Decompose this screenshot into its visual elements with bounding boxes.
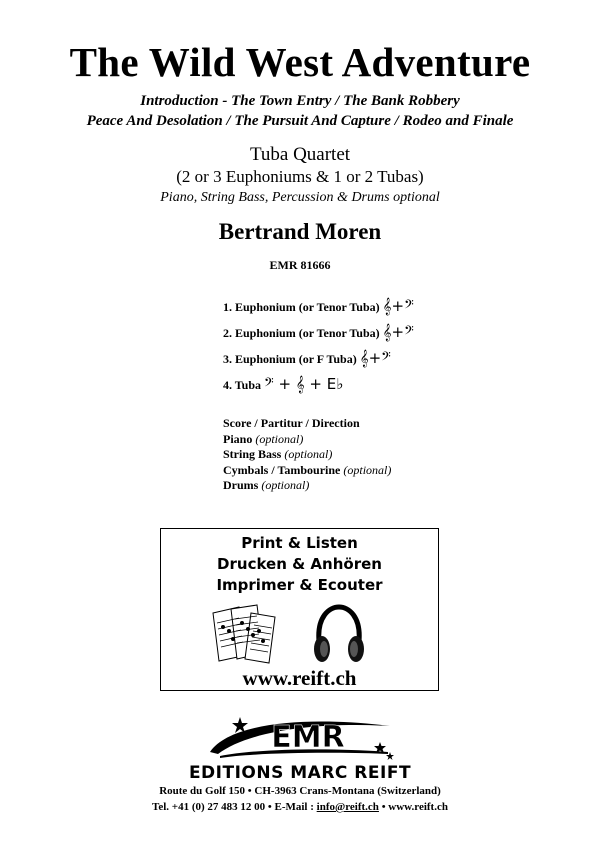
- instrumentation-detail: (2 or 3 Euphoniums & 1 or 2 Tubas): [176, 167, 424, 186]
- clef-icon: 𝄢 + 𝄞 + E♭: [264, 375, 344, 393]
- part-label: 1. Euphonium (or Tenor Tuba): [223, 300, 380, 314]
- part-label: 3. Euphonium (or F Tuba): [223, 352, 357, 366]
- publisher-name: EDITIONS MARC REIFT: [188, 763, 412, 783]
- emr-logo: [200, 712, 400, 764]
- list-item: String Bass (optional): [223, 447, 333, 461]
- footer-contact: Tel. +41 (0) 27 483 12 00 • E-Mail : info@reift.ch • www.reift.ch: [152, 801, 448, 813]
- part-item: [223, 375, 343, 393]
- instrumentation: Tuba Quartet: [249, 144, 351, 165]
- page-title: The Wild West Adventure: [69, 39, 531, 85]
- promo-line-2: Drucken & Anhören: [217, 555, 382, 573]
- movements-line-2: Peace And Desolation / The Pursuit And Capture / Rodeo and Finale: [86, 113, 514, 129]
- logo-mark: EMR: [271, 720, 345, 755]
- promo-line-1: Print & Listen: [241, 534, 358, 552]
- optional-instruments: Piano, String Bass, Percussion & Drums optional: [160, 190, 440, 205]
- print-listen-box[interactable]: [160, 528, 439, 691]
- list-item: Piano (optional): [223, 431, 304, 446]
- part-item: [223, 297, 414, 315]
- list-item: Score / Partitur / Direction: [223, 416, 360, 430]
- promo-line-3: Imprimer & Ecouter: [216, 576, 383, 594]
- composer: Bertrand Moren: [218, 219, 382, 244]
- list-item: Drums (optional): [223, 478, 310, 492]
- extra-parts-list: [223, 416, 391, 494]
- part-item: [223, 349, 391, 367]
- part-label: 4. Tuba: [223, 378, 262, 392]
- catalog-code: EMR 81666: [269, 258, 331, 272]
- part-item: [223, 323, 414, 341]
- movements-line-1: Introduction - The Town Entry / The Bank Robbery: [140, 93, 460, 109]
- clef-icon: 𝄞+𝄢: [359, 349, 391, 367]
- sheet-music-icon: [209, 603, 283, 665]
- clef-icon: 𝄞+𝄢: [382, 297, 414, 315]
- part-label: 2. Euphonium (or Tenor Tuba): [223, 326, 380, 340]
- email-link[interactable]: info@reift.ch: [316, 801, 379, 813]
- promo-url-link[interactable]: www.reift.ch: [242, 666, 357, 690]
- footer-address: Route du Golf 150 • CH-3963 Crans-Montana (Switzerland): [159, 785, 441, 797]
- list-item: Cymbals / Tambourine (optional): [223, 462, 392, 477]
- headphones-icon: [311, 603, 367, 667]
- clef-icon: 𝄞+𝄢: [382, 323, 414, 341]
